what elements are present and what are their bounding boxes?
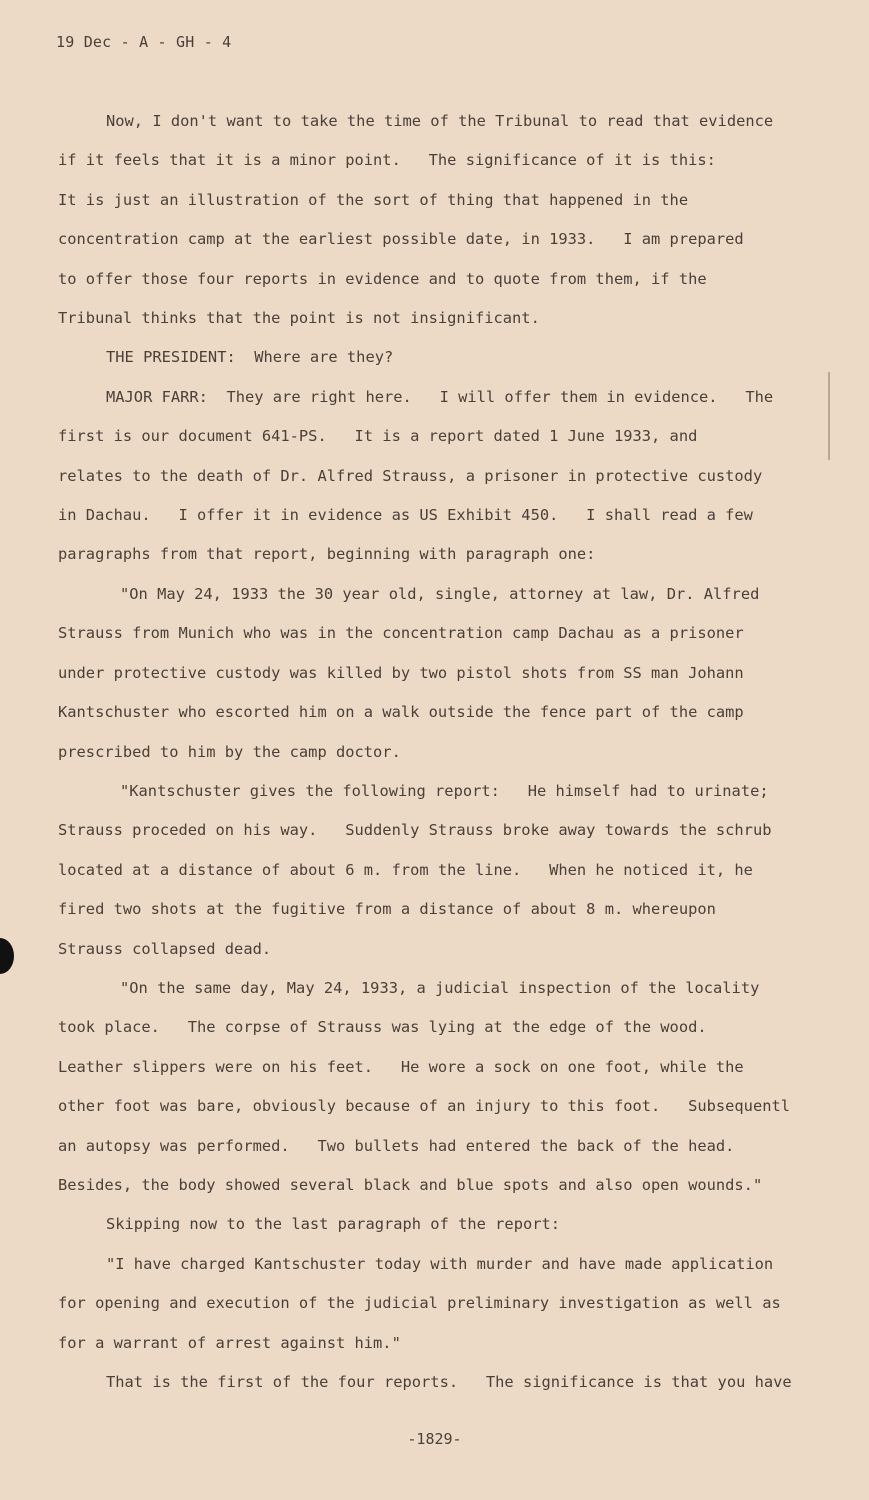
text-line: took place. The corpse of Strauss was lying at the edge of the wood. xyxy=(58,1018,707,1037)
text-line: Strauss collapsed dead. xyxy=(58,939,272,958)
text-line: "On May 24, 1933 the 30 year old, single, attorney at law, Dr. Alfred xyxy=(120,584,760,603)
text-line: to offer those four reports in evidence and to quote from them, if the xyxy=(58,269,707,288)
text-line: Besides, the body showed several black and blue spots and also open wounds." xyxy=(58,1175,763,1194)
text-line: other foot was bare, obviously because of an injury to this foot. Subsequentl xyxy=(58,1097,791,1116)
text-line: Now, I don't want to take the time of the Tribunal to read that evidence xyxy=(106,112,774,130)
text-line: "I have charged Kantschuster today with murder and have made application xyxy=(106,1254,774,1273)
page-number: -1829- xyxy=(407,1430,462,1448)
text-line: first is our document 641-PS. It is a report dated 1 June 1933, and xyxy=(58,427,698,446)
text-line: if it feels that it is a minor point. The significance of it is this: xyxy=(58,151,716,170)
text-line: Kantschuster who escorted him on a walk outside the fence part of the camp xyxy=(58,703,744,722)
text-line: MAJOR FARR: They are right here. I will offer them in evidence. The xyxy=(106,387,774,406)
text-line: under protective custody was killed by two pistol shots from SS man Johann xyxy=(58,663,744,682)
text-line: THE PRESIDENT: Where are they? xyxy=(106,348,394,367)
text-line: located at a distance of about 6 m. from the line. When he noticed it, he xyxy=(58,860,753,879)
text-line: relates to the death of Dr. Alfred Strauss, a prisoner in protective custody xyxy=(58,466,763,485)
text-line: prescribed to him by the camp doctor. xyxy=(58,742,401,761)
text-line: Strauss from Munich who was in the concentration camp Dachau as a prisoner xyxy=(58,624,744,643)
text-line: for opening and execution of the judicial preliminary investigation as well as xyxy=(58,1294,781,1313)
text-line: Strauss proceded on his way. Suddenly Strauss broke away towards the schrub xyxy=(58,821,772,840)
text-line: Tribunal thinks that the point is not insignificant. xyxy=(58,309,540,328)
text-line: "On the same day, May 24, 1933, a judicial inspection of the locality xyxy=(120,978,760,997)
text-line: Skipping now to the last paragraph of the report: xyxy=(106,1215,561,1234)
text-line: an autopsy was performed. Two bullets had entered the back of the head. xyxy=(58,1136,735,1155)
text-line: fired two shots at the fugitive from a distance of about 8 m. whereupon xyxy=(58,900,716,919)
text-line: Leather slippers were on his feet. He wore a sock on one foot, while the xyxy=(58,1057,744,1076)
text-line: "Kantschuster gives the following report: He himself had to urinate; xyxy=(120,781,769,800)
text-line: concentration camp at the earliest possible date, in 1933. I am prepared xyxy=(58,230,744,249)
document-header: 19 Dec - A - GH - 4 xyxy=(56,33,232,51)
text-line: It is just an illustration of the sort of thing that happened in the xyxy=(58,190,689,209)
punch-hole xyxy=(0,938,14,974)
text-line: for a warrant of arrest against him." xyxy=(58,1333,401,1352)
text-line: paragraphs from that report, beginning with paragraph one: xyxy=(58,545,596,564)
transcript-body xyxy=(58,102,838,1402)
text-line: in Dachau. I offer it in evidence as US Exhibit 450. I shall read a few xyxy=(58,506,753,525)
text-line: That is the first of the four reports. The significance is that you have xyxy=(106,1373,792,1391)
